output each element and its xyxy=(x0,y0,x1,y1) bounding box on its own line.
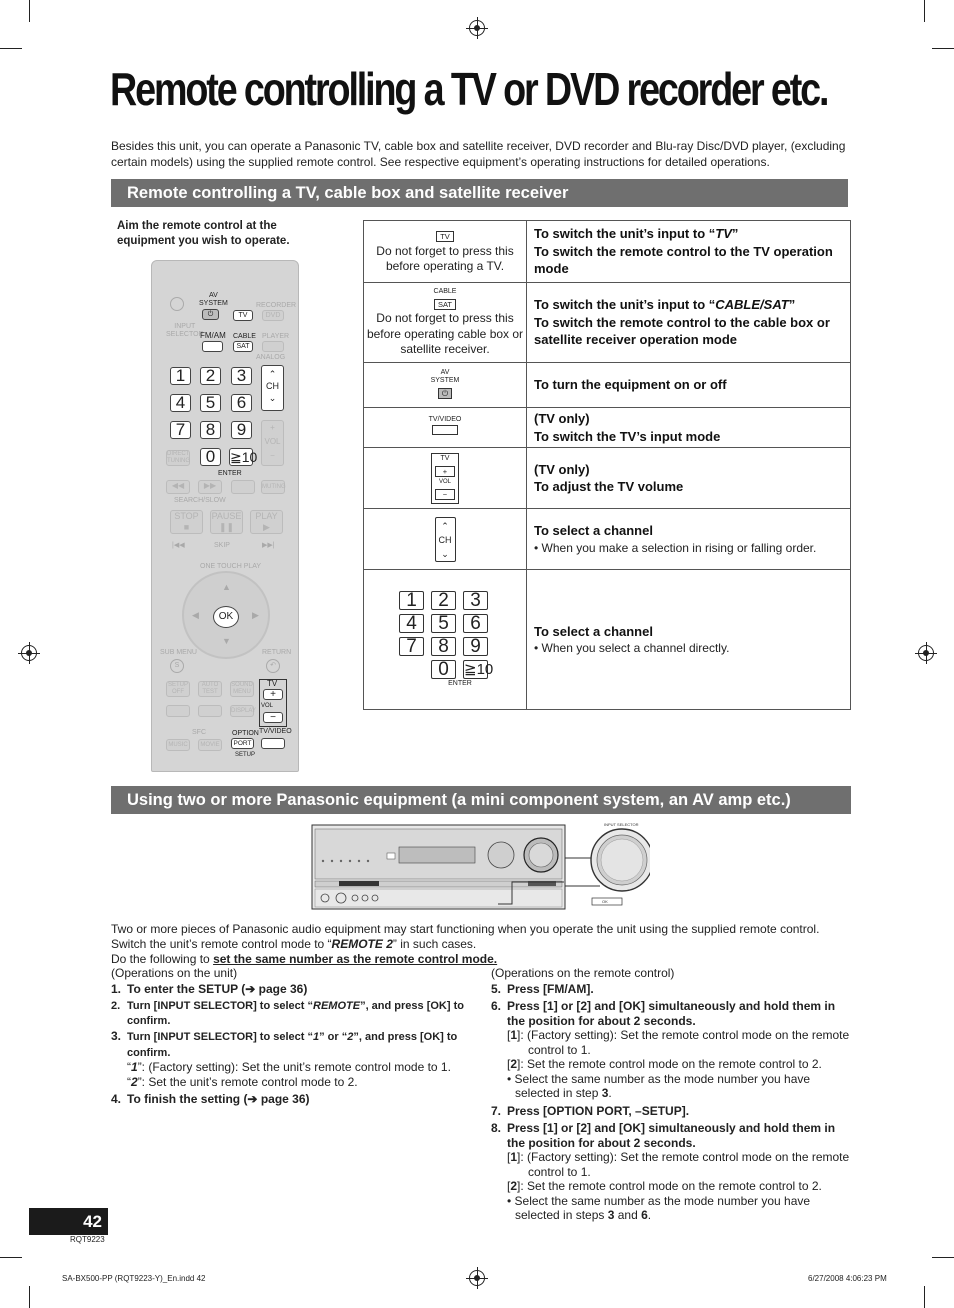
crop-mark xyxy=(0,48,22,49)
input-selector-knob-detail xyxy=(560,820,650,910)
ch-label: CH xyxy=(438,534,452,545)
remote-option-port-button[interactable]: PORT xyxy=(231,738,254,749)
icon-cell xyxy=(364,448,527,509)
remote-muting-button[interactable]: MUTING xyxy=(261,480,285,494)
step-4 xyxy=(111,1092,476,1107)
chevron-up-icon: ⌃ xyxy=(441,520,449,531)
step-5 xyxy=(491,982,851,997)
tv-label: TV xyxy=(440,454,450,462)
document-code: RQT9223 xyxy=(70,1235,105,1244)
remote-return-label: RETURN xyxy=(262,649,292,656)
remote-pl-button[interactable] xyxy=(166,705,190,717)
power-icon xyxy=(170,297,184,311)
step-em: 2 xyxy=(510,1179,518,1193)
key-ten-plus-icon: ≧10 xyxy=(464,661,494,678)
page-number-badge: 42 xyxy=(29,1208,108,1235)
step-sub-text: . xyxy=(647,1208,652,1222)
footer-file-name: SA-BX500-PP (RQT9223-Y)_En.indd 42 xyxy=(62,1274,206,1283)
remote-skip-label: SKIP xyxy=(214,542,230,549)
icon-cell xyxy=(364,221,527,283)
para-text: Two or more pieces of Panasonic audio equipment may start functioning when you operate the unit using the supplied remote control. Switch the unit’s remote control mode to “ xyxy=(111,922,820,951)
remote-fm-am-button[interactable] xyxy=(202,341,223,352)
remote-sub-menu-label: SUB MENU xyxy=(160,649,197,656)
step-sub-text: ”: (Factory setting): Set the unit’s remote control mode to 1. xyxy=(137,1060,451,1074)
step-text: ” or “ xyxy=(319,1031,348,1043)
step-number: 8. xyxy=(491,1121,502,1135)
step-text: To finish the setting (➔ page 36) xyxy=(127,1092,310,1106)
operations-table xyxy=(363,220,851,710)
vol-down-icon: − xyxy=(435,489,455,500)
row-text: ” xyxy=(788,297,796,313)
remote-tv-button[interactable]: TV xyxy=(233,310,253,321)
description-cell xyxy=(527,570,851,710)
step-em: 1 xyxy=(510,1028,518,1042)
sat-button-icon: SAT xyxy=(434,299,456,310)
remote-operations-heading: (Operations on the remote control) xyxy=(491,966,675,980)
vol-up-icon: + xyxy=(435,466,455,477)
remote-recorder-label: RECORDER xyxy=(256,302,297,309)
remote-ch-label: CH xyxy=(266,381,279,391)
remote-key-8[interactable]: 8 xyxy=(200,421,221,439)
table-row xyxy=(364,448,851,509)
tv-button-note: Do not forget to press this before operating a TV. xyxy=(376,243,514,274)
remote-stop-button[interactable]: STOP ■ xyxy=(170,510,203,534)
section-banner-tv-cable: Remote controlling a TV, cable box and satellite receiver xyxy=(111,179,848,207)
remote-movie-button[interactable]: MOVIE xyxy=(198,739,222,751)
registration-mark-icon xyxy=(918,645,934,661)
vol-label: VOL xyxy=(438,479,451,485)
cursor-left-icon: ◀ xyxy=(192,610,199,620)
step-3: 3. Turn [INPUT SELECTOR] to select “1” or “2”, and press [OK] to confirm. “1”: (Factory setting): Set the unit’s remote control mode to 1. “2”: Set the unit’s remote control mode to 2. xyxy=(111,1029,458,1089)
step-number: 5. xyxy=(491,981,502,996)
cable-button-note: Do not forget to press this before operating cable box or satellite receiver. xyxy=(366,311,524,356)
table-row xyxy=(364,408,851,448)
remote-tv-video-button[interactable] xyxy=(261,738,285,749)
section2-paragraph-2 xyxy=(111,952,853,967)
tv-button-icon: TV xyxy=(436,231,454,242)
row-text: To switch the unit’s input to “ xyxy=(534,297,716,313)
step-8 xyxy=(491,1121,851,1223)
step-em: 2 xyxy=(131,1074,138,1089)
step-em: 6 xyxy=(641,1208,648,1222)
ok-caption: OK xyxy=(602,899,608,904)
step-number: 6. xyxy=(491,999,502,1013)
key-6-icon: 6 xyxy=(463,614,488,633)
row-text: To select a channel xyxy=(534,523,653,539)
table-row xyxy=(364,221,851,283)
callout-lines xyxy=(498,878,568,914)
step-text: Press [1] or [2] and [OK] simultaneously and hold them in the position for about 2 seconds. xyxy=(507,999,836,1028)
step-2 xyxy=(111,999,476,1028)
remote-ghost-button[interactable] xyxy=(198,705,222,717)
remote-one-touch-play-label: ONE TOUCH PLAY xyxy=(200,563,262,570)
row-text: To switch the remote control to the TV operation mode xyxy=(534,243,833,277)
remote-operations-column xyxy=(491,966,851,1223)
unit-operations-column xyxy=(111,966,476,1107)
remote-key-ten-plus[interactable]: ≧10 xyxy=(230,449,258,465)
para-text: ” in such cases. xyxy=(392,937,477,951)
tv-video-label: TV/VIDEO xyxy=(428,415,462,423)
row-text: ” xyxy=(731,226,739,242)
table-row xyxy=(364,570,851,710)
description-cell xyxy=(527,448,851,509)
ch-rocker-icon xyxy=(435,517,456,562)
chevron-down-icon: ⌄ xyxy=(441,548,449,559)
step-sub-text: and xyxy=(614,1208,642,1222)
step-em: 1 xyxy=(131,1060,138,1074)
remote-ch-rocker[interactable] xyxy=(261,365,284,411)
remote-pause-button[interactable]: PAUSE ❚❚ xyxy=(211,511,242,532)
cursor-down-icon: ▼ xyxy=(222,636,231,646)
step-text xyxy=(127,1031,457,1059)
step-em: 3 xyxy=(601,1086,609,1100)
remote-sub-menu-button[interactable]: S xyxy=(170,659,184,673)
description-cell xyxy=(527,509,851,570)
row-note: • When you select a channel directly. xyxy=(534,641,730,656)
remote-sat-button[interactable]: SAT xyxy=(233,341,253,352)
page-title: Remote controlling a TV or DVD recorder etc. xyxy=(110,63,828,115)
remote-av-system-label: AV SYSTEM xyxy=(199,292,228,307)
key-7-icon: 7 xyxy=(399,637,424,656)
remote-play-button[interactable]: PLAY ▶ xyxy=(250,510,283,534)
step-1 xyxy=(111,982,476,997)
row-text: To switch the unit’s input to “ xyxy=(534,226,716,242)
table-row xyxy=(364,363,851,408)
remote-tv-vol-up-button[interactable]: + xyxy=(263,689,283,700)
remote-player-label: PLAYER xyxy=(262,333,290,340)
remote-stop-label: STOP xyxy=(174,511,199,521)
remote-av-system-button[interactable]: ⏻ xyxy=(202,309,219,320)
remote-input-selector-label: INPUT SELECTOR xyxy=(166,323,204,338)
remote-option-label: OPTION xyxy=(232,730,259,737)
step-number: 4. xyxy=(111,1092,122,1106)
numeric-keypad-icon xyxy=(399,590,494,680)
step-number: 7. xyxy=(491,1103,502,1118)
step-number: 2. xyxy=(111,1000,121,1012)
description-cell xyxy=(527,221,851,283)
remote-auto-test-button[interactable]: AUTO TEST xyxy=(198,681,222,697)
section2-paragraph-1 xyxy=(111,922,853,952)
remote-cable-label: CABLE xyxy=(233,333,256,340)
remote-tv-vol-label: VOL xyxy=(261,703,274,709)
registration-mark-icon xyxy=(469,1270,485,1286)
step-text: Press [1] or [2] and [OK] simultaneously and hold them in the position for about 2 seconds. xyxy=(507,1121,836,1150)
key-3-icon: 3 xyxy=(463,591,488,610)
step-sub-text: • Select the same number as the mode number you have selected in steps xyxy=(507,1193,811,1222)
remote-key-9[interactable]: 9 xyxy=(231,421,252,439)
row-text: (TV only) xyxy=(534,461,590,477)
remote-tv-video-label: TV/VIDEO xyxy=(259,728,292,735)
row-text: To select a channel xyxy=(534,623,653,639)
key-9-icon: 9 xyxy=(463,637,488,656)
aim-instruction: Aim the remote control at the equipment you wish to operate. xyxy=(117,220,290,247)
remote-display-button[interactable]: DISPLAY xyxy=(230,705,254,717)
step-em: REMOTE xyxy=(313,1000,361,1012)
crop-mark xyxy=(932,48,954,49)
registration-mark-icon xyxy=(21,645,37,661)
remote-direct-tuning-button[interactable]: DIRECT TUNING xyxy=(167,451,190,464)
row-em: TV xyxy=(715,226,732,242)
remote-music-button[interactable]: MUSIC xyxy=(166,739,190,751)
remote-key-4[interactable]: 4 xyxy=(170,394,191,412)
skip-back-icon: |◀◀ xyxy=(172,542,185,549)
remote-player-button[interactable] xyxy=(262,341,284,352)
remote-key-6[interactable]: 6 xyxy=(231,394,252,412)
step-text: Turn [INPUT SELECTOR] to select “ xyxy=(127,1031,313,1043)
step-text: ”, and press [OK] to confirm. xyxy=(127,1000,464,1027)
key-8-icon: 8 xyxy=(431,637,456,656)
enter-label: ENTER xyxy=(448,680,472,687)
row-text: To switch the remote control to the cable box or satellite receiver operation mode xyxy=(534,314,830,348)
intro-paragraph: Besides this unit, you can operate a Panasonic TV, cable box and satellite receiver, DVD recorder and Blu-ray Disc/DVD player, (excluding certain models) using the supplied remote control. See respective equipment’s operating instructions for detailed operations. xyxy=(111,139,846,169)
step-em: 1 xyxy=(510,1150,518,1164)
remote-ok-button[interactable]: OK xyxy=(213,606,239,628)
remote-key-7[interactable]: 7 xyxy=(170,421,191,439)
step-6 xyxy=(491,999,851,1101)
crop-mark xyxy=(29,1286,30,1308)
remote-vol-rocker-ghost: + VOL − xyxy=(261,420,284,466)
step-sub-item: [2]: Set the remote control mode on the remote control to 2. xyxy=(507,1057,822,1071)
remote-rewind-button[interactable]: ◀◀ xyxy=(166,480,190,494)
remote-search-slow-label: SEARCH/SLOW xyxy=(174,497,226,504)
remote-analog-label: ANALOG xyxy=(256,354,286,361)
chevron-up-icon: ⌃ xyxy=(268,369,277,379)
icon-cell xyxy=(364,363,527,408)
cursor-up-icon: ▲ xyxy=(222,582,231,592)
crop-mark xyxy=(0,1257,22,1258)
registration-mark-icon xyxy=(469,20,485,36)
step-sub-text: ]: (Factory setting): Set the remote control mode on the remote control to 1. xyxy=(517,1150,850,1179)
key-0-icon: 0 xyxy=(431,660,456,679)
icon-cell xyxy=(364,570,527,710)
remote-return-button[interactable]: ↶ xyxy=(266,659,280,673)
remote-key-1[interactable]: 1 xyxy=(170,367,191,385)
step-bullet xyxy=(507,1072,851,1101)
table-row xyxy=(364,283,851,363)
step-sub-text: ]: Set the remote control mode on the remote control to 2. xyxy=(517,1179,822,1193)
crop-mark xyxy=(924,1286,925,1308)
remote-ghost-button[interactable] xyxy=(231,480,255,494)
step-em: 1 xyxy=(313,1031,320,1043)
description-cell xyxy=(527,283,851,363)
icon-cell xyxy=(364,408,527,448)
step-em: 2 xyxy=(510,1057,518,1071)
tv-vol-group-icon xyxy=(431,453,459,504)
key-2-icon: 2 xyxy=(431,591,456,610)
remote-key-3[interactable]: 3 xyxy=(231,367,252,385)
key-1-icon: 1 xyxy=(399,591,424,610)
description-cell xyxy=(527,408,851,448)
step-text: Turn [INPUT SELECTOR] to select “ xyxy=(127,1000,313,1012)
step-em: 3 xyxy=(607,1208,615,1222)
step-text: Press [FM/AM]. xyxy=(507,981,594,996)
chevron-down-icon: ⌄ xyxy=(268,393,277,403)
step-7 xyxy=(491,1104,851,1119)
unit-operations-heading: (Operations on the unit) xyxy=(111,966,238,980)
step-text: To enter the SETUP (➔ page 36) xyxy=(127,981,308,996)
av-label: AV xyxy=(440,369,450,377)
skip-forward-icon: ▶▶| xyxy=(262,542,275,549)
remote-sound-menu-button[interactable]: SOUND MENU xyxy=(231,682,253,695)
remote-key-0[interactable]: 0 xyxy=(200,448,221,466)
remote-key-2[interactable]: 2 xyxy=(200,367,221,385)
remote-setup-off-button[interactable]: SETUP OFF xyxy=(167,682,188,695)
row-text: To adjust the TV volume xyxy=(534,479,684,494)
key-5-icon: 5 xyxy=(431,614,456,633)
cursor-right-icon: ▶ xyxy=(252,610,259,620)
remote-fm-am-label: FM/AM xyxy=(200,331,226,340)
step-text: ”, and press [OK] to confirm. xyxy=(127,1031,458,1059)
remote-sfc-label: SFC xyxy=(192,729,206,736)
step-sub-text: ]: (Factory setting): Set the remote control mode on the remote control to 1. xyxy=(517,1028,850,1057)
step-em: 2 xyxy=(347,1031,354,1043)
remote-tv-vol-label-tv: TV xyxy=(267,679,278,688)
key-4-icon: 4 xyxy=(399,614,424,633)
keypad-spacer xyxy=(399,660,424,679)
icon-cell xyxy=(364,509,527,570)
para-underlined: set the same number as the remote control mode. xyxy=(213,952,498,966)
row-em: CABLE/SAT xyxy=(715,297,789,313)
footer-date: 6/27/2008 4:06:23 PM xyxy=(808,1274,887,1283)
crop-mark xyxy=(29,0,30,22)
step-sub-item: [1]: (Factory setting): Set the remote control mode on the remote control to 1. xyxy=(507,1028,850,1057)
step-sub-text: • Select the same number as the mode number you have selected in step xyxy=(507,1071,811,1100)
step-sub-text: ]: Set the remote control mode on the remote control to 2. xyxy=(517,1057,822,1071)
para-text: Do the following to xyxy=(111,952,214,966)
step-bullet xyxy=(507,1194,851,1223)
step-sub-item: [2]: Set the remote control mode on the remote control to 2. xyxy=(507,1179,822,1193)
step-text: Press [OPTION PORT, –SETUP]. xyxy=(507,1103,690,1118)
row-text: To switch the TV’s input mode xyxy=(534,428,721,444)
crop-mark xyxy=(932,1257,954,1258)
remote-vol-ghost-label: VOL xyxy=(264,437,281,446)
row-note: • When you make a selection in rising or falling order. xyxy=(534,540,817,555)
description-cell: To turn the equipment on or off xyxy=(527,363,851,408)
step-sub-text: ”: Set the unit’s remote control mode to 2. xyxy=(137,1074,358,1089)
step-sub-text: . xyxy=(608,1086,612,1100)
remote-play-label: PLAY xyxy=(255,511,278,521)
para-em: REMOTE 2 xyxy=(331,937,393,951)
crop-mark xyxy=(924,0,925,22)
table-row xyxy=(364,509,851,570)
row-text: (TV only) xyxy=(534,411,590,426)
remote-enter-label: ENTER xyxy=(218,470,242,477)
tv-video-button-icon xyxy=(432,425,458,435)
power-button-icon: ⏻ xyxy=(438,388,452,399)
remote-dvd-button[interactable]: DVD xyxy=(262,310,284,321)
step-number: 1. xyxy=(111,981,122,996)
remote-setup-label: SETUP xyxy=(235,752,256,758)
remote-control-illustration xyxy=(151,260,299,772)
remote-tv-vol-down-button[interactable]: − xyxy=(263,712,283,723)
step-sub-item: [1]: (Factory setting): Set the remote control mode on the remote control to 1. xyxy=(507,1150,850,1179)
icon-cell xyxy=(364,283,527,363)
cable-label: CABLE xyxy=(433,287,457,295)
step-number: 3. xyxy=(111,1029,122,1043)
remote-forward-button[interactable]: ▶▶ xyxy=(198,480,222,494)
input-selector-caption: INPUT SELECTOR xyxy=(604,822,639,827)
section-banner-multiple-equipment: Using two or more Panasonic equipment (a mini component system, an AV amp etc.) xyxy=(111,786,851,814)
remote-key-5[interactable]: 5 xyxy=(200,394,221,412)
remote-pause-label: PAUSE xyxy=(211,511,242,521)
system-label: SYSTEM xyxy=(430,377,460,385)
